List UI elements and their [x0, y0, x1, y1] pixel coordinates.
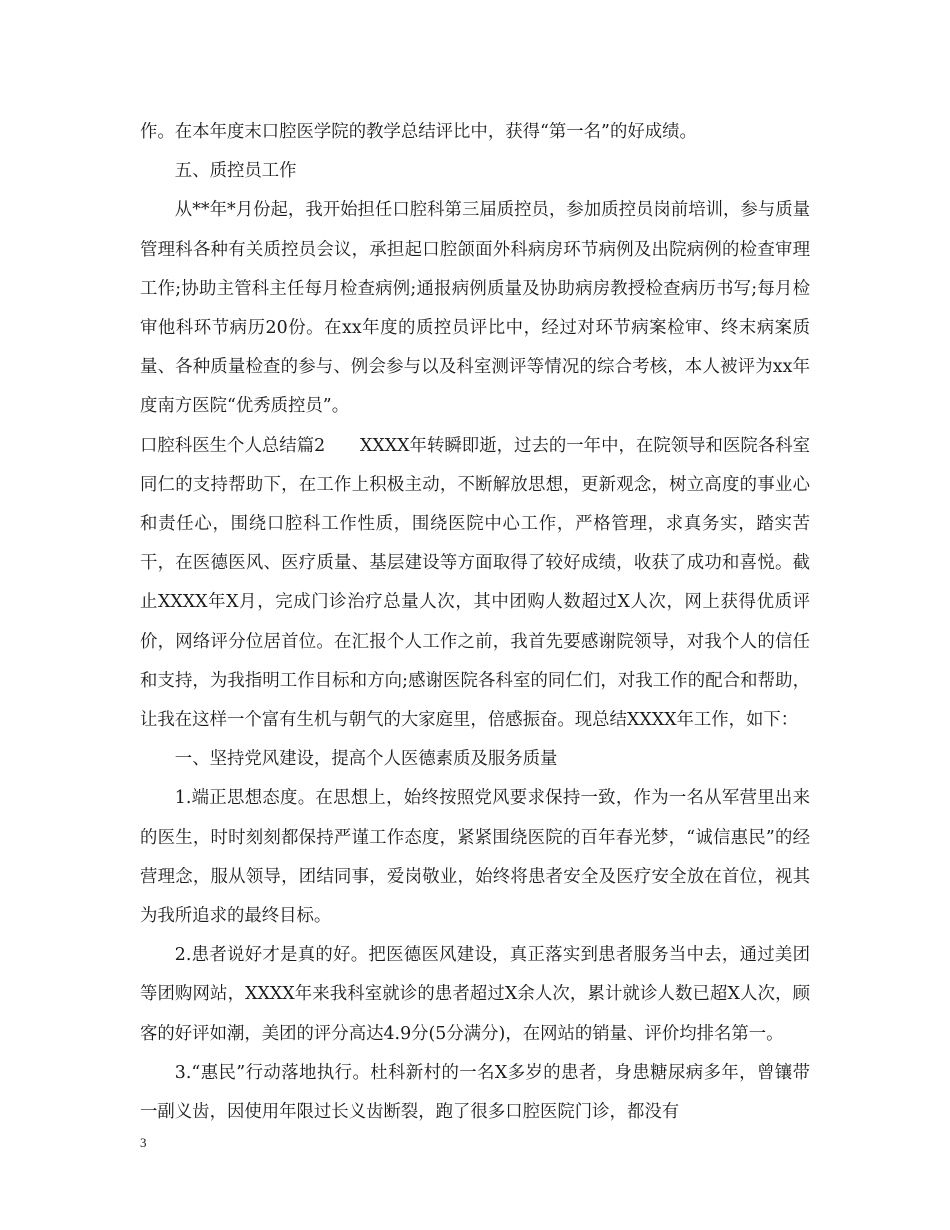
document-body: [140, 113, 810, 1132]
section-heading-quality-control: 五、质控员工作: [174, 161, 297, 182]
list-item-3: 3.“惠民”行动落地执行。杜科新村的一名X多岁的患者，身患糖尿病多年，曾镶带一副义齿，因使用年限过长义齿断裂，跑了很多口腔医院门诊，都没有: [140, 1062, 810, 1123]
paragraph-intro-end: 作。在本年度末口腔医学院的教学总结评比中，获得“第一名”的好成绩。: [140, 122, 697, 142]
section-heading-party-conduct: 一、坚持党风建设，提高个人医德素质及服务质量: [174, 749, 558, 770]
page-number: 3: [140, 1135, 147, 1150]
paragraph-quality-control: 从**年*月份起，我开始担任口腔科第三届质控员，参加质控员岗前培训，参与质量管理科各种有关质控员会议，承担起口腔颌面外科病房环节病例及出院病例的检查审理工作;协助主管科主任每月检查病例;通报病例质量及协助病房教授检查病历书写;每月检审他科环节病历20份。在xx年度的质控员评比中，经过对环节病案检审、终末病案质量、各种质量检查的参与、例会参与以及科室测评等情况的综合考核，本人被评为xx年度南方医院“优秀质控员”。: [140, 200, 810, 417]
list-item-2: 2.患者说好才是真的好。把医德医风建设，真正落实到患者服务当中去，通过美团等团购网站，XXXX年来我科室就诊的患者超过X余人次，累计就诊人数已超X人次，顾客的好评如潮，美团的评分高达4.9分(5分满分)，在网站的销量、评价均排名第一。: [140, 945, 810, 1044]
list-item-1: 1.端正思想态度。在思想上，始终按照党风要求保持一致，作为一名从军营里出来的医生，时时刻刻都保持严谨工作态度，紧紧围绕医院的百年春光梦，“诚信惠民”的经营理念，服从领导，团结同事，爱岗敬业，始终将患者安全及医疗安全放在首位，视其为我所追求的最终目标。: [140, 788, 810, 927]
paragraph-article-2-intro: 口腔科医生个人总结篇2 XXXX年转瞬即逝，过去的一年中，在院领导和医院各科室同仁的支持帮助下，在工作上积极主动，不断解放思想，更新观念，树立高度的事业心和责任心，围绕口腔科工作性质，围绕医院中心工作，严格管理，求真务实，踏实苦干，在医德医风、医疗质量、基层建设等方面取得了较好成绩，收获了成功和喜悦。截止XXXX年X月，完成门诊治疗总量人次，其中团购人数超过X人次，网上获得优质评价，网络评分位居首位。在汇报个人工作之前，我首先要感谢院领导，对我个人的信任和支持，为我指明工作目标和方向;感谢医院各科室的同仁们，对我工作的配合和帮助，让我在这样一个富有生机与朝气的大家庭里，倍感振奋。现总结XXXX年工作，如下：: [140, 435, 810, 731]
